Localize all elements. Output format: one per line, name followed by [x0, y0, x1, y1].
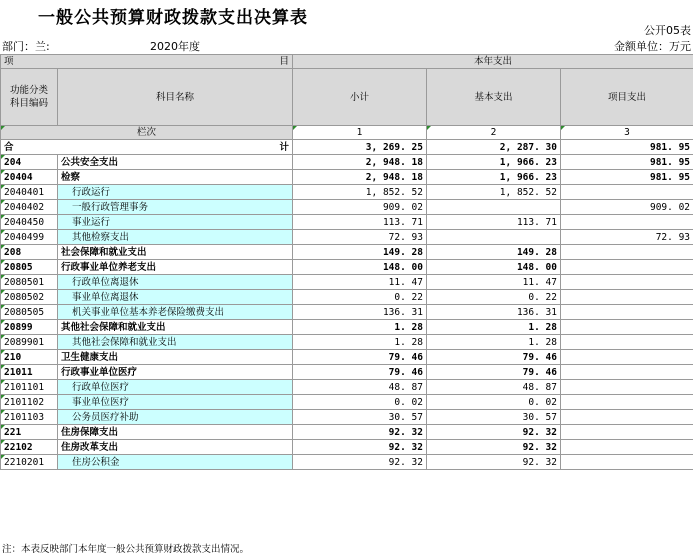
table-row: [1, 230, 693, 245]
project-value: [561, 245, 693, 260]
column-index-1: 1: [293, 126, 427, 140]
subject-name: 住房改革支出: [58, 440, 293, 455]
total-row: [1, 140, 693, 155]
basic-header: 基本支出: [427, 69, 561, 126]
table-row: [1, 185, 693, 200]
project-value: [561, 395, 693, 410]
subject-code: 2080501: [1, 275, 58, 290]
table-row: [1, 170, 693, 185]
table-row: [1, 260, 693, 275]
project-value: [561, 335, 693, 350]
project-value: [561, 350, 693, 365]
subject-name: 行政事业单位养老支出: [58, 260, 293, 275]
project-value: [561, 320, 693, 335]
subject-code: 2040401: [1, 185, 58, 200]
subject-name-header: 科目名称: [58, 69, 293, 126]
subject-name: 检察: [58, 170, 293, 185]
subtotal-value: 0. 02: [293, 395, 427, 410]
basic-value: 1, 852. 52: [427, 185, 561, 200]
total-basic: 2, 287. 30: [427, 140, 561, 155]
project-value: [561, 365, 693, 380]
table-note: 注：本表反映部门本年度一般公共预算财政拨款支出情况。: [2, 544, 250, 555]
subject-name: 公务员医疗补助: [58, 410, 293, 425]
subject-name: 事业单位离退休: [58, 290, 293, 305]
basic-value: 92. 32: [427, 440, 561, 455]
subject-code: 2089901: [1, 335, 58, 350]
fiscal-year: 2020年度: [150, 40, 200, 53]
subject-code: 2040499: [1, 230, 58, 245]
column-index-3: 3: [561, 126, 693, 140]
subject-code: 2101102: [1, 395, 58, 410]
subtotal-header: 小计: [293, 69, 427, 126]
subtotal-value: 148. 00: [293, 260, 427, 275]
subject-code: 20805: [1, 260, 58, 275]
subtotal-value: 2, 948. 18: [293, 155, 427, 170]
table-row: [1, 440, 693, 455]
basic-value: 92. 32: [427, 455, 561, 470]
table-row: [1, 335, 693, 350]
project-value: [561, 260, 693, 275]
form-number: 公开05表: [644, 24, 691, 37]
table-row: [1, 305, 693, 320]
subtotal-value: 1, 852. 52: [293, 185, 427, 200]
subtotal-value: 11. 47: [293, 275, 427, 290]
subject-code: 208: [1, 245, 58, 260]
subtotal-value: 136. 31: [293, 305, 427, 320]
table-row: [1, 200, 693, 215]
subject-code: 20404: [1, 170, 58, 185]
subject-code: 204: [1, 155, 58, 170]
table-row: [1, 155, 693, 170]
table-row: [1, 290, 693, 305]
project-value: [561, 215, 693, 230]
subject-name: 行政运行: [58, 185, 293, 200]
column-index-label: 栏次: [1, 126, 293, 140]
basic-value: 1, 966. 23: [427, 155, 561, 170]
func-code-header: 功能分类 科目编码: [1, 69, 58, 126]
basic-value: 1. 28: [427, 335, 561, 350]
page-title: 一般公共预算财政拨款支出决算表: [38, 8, 308, 28]
project-value: [561, 425, 693, 440]
total-project: 981. 95: [561, 140, 693, 155]
subject-name: 公共安全支出: [58, 155, 293, 170]
table-row: [1, 395, 693, 410]
basic-value: 148. 00: [427, 260, 561, 275]
project-value: 72. 93: [561, 230, 693, 245]
table-row: [1, 215, 693, 230]
subject-name: 机关事业单位基本养老保险缴费支出: [58, 305, 293, 320]
subject-code: 22102: [1, 440, 58, 455]
subject-code: 2210201: [1, 455, 58, 470]
basic-value: [427, 230, 561, 245]
project-value: [561, 305, 693, 320]
subtotal-value: 92. 32: [293, 440, 427, 455]
basic-value: 149. 28: [427, 245, 561, 260]
basic-value: 1. 28: [427, 320, 561, 335]
expenditure-table: [0, 54, 693, 470]
project-value: [561, 440, 693, 455]
subject-name: 住房保障支出: [58, 425, 293, 440]
subject-code: 2040450: [1, 215, 58, 230]
subject-name: 卫生健康支出: [58, 350, 293, 365]
project-value: [561, 380, 693, 395]
subtotal-value: 92. 32: [293, 455, 427, 470]
basic-value: 136. 31: [427, 305, 561, 320]
subject-code: 221: [1, 425, 58, 440]
subject-name: 一般行政管理事务: [58, 200, 293, 215]
subject-name: 行政单位医疗: [58, 380, 293, 395]
project-header: 项目支出: [561, 69, 693, 126]
subject-code: 21011: [1, 365, 58, 380]
basic-value: 48. 87: [427, 380, 561, 395]
subject-name: 行政单位离退休: [58, 275, 293, 290]
basic-value: 113. 71: [427, 215, 561, 230]
subtotal-value: 48. 87: [293, 380, 427, 395]
subtotal-value: 113. 71: [293, 215, 427, 230]
subtotal-value: 92. 32: [293, 425, 427, 440]
department-label: 部门：兰:: [2, 40, 50, 53]
table-row: [1, 365, 693, 380]
table-row: [1, 245, 693, 260]
project-value: 909. 02: [561, 200, 693, 215]
project-value: [561, 455, 693, 470]
subject-code: 2080502: [1, 290, 58, 305]
project-value: 981. 95: [561, 170, 693, 185]
subtotal-value: 1. 28: [293, 320, 427, 335]
table-row: [1, 350, 693, 365]
subtotal-value: 30. 57: [293, 410, 427, 425]
basic-value: 79. 46: [427, 350, 561, 365]
subtotal-value: 2, 948. 18: [293, 170, 427, 185]
table-row: [1, 410, 693, 425]
table-row: [1, 320, 693, 335]
current-year-header: 本年支出: [293, 55, 693, 69]
basic-value: 1, 966. 23: [427, 170, 561, 185]
table-row: [1, 455, 693, 470]
basic-value: 0. 22: [427, 290, 561, 305]
project-value: [561, 410, 693, 425]
subtotal-value: 909. 02: [293, 200, 427, 215]
project-value: [561, 290, 693, 305]
table-row: [1, 275, 693, 290]
basic-value: 30. 57: [427, 410, 561, 425]
subject-code: 210: [1, 350, 58, 365]
subject-name: 社会保障和就业支出: [58, 245, 293, 260]
project-value: 981. 95: [561, 155, 693, 170]
total-label: 合 计: [1, 140, 293, 155]
subject-name: 其他检察支出: [58, 230, 293, 245]
subtotal-value: 149. 28: [293, 245, 427, 260]
subject-code: 20899: [1, 320, 58, 335]
table-row: [1, 425, 693, 440]
subject-code: 2040402: [1, 200, 58, 215]
subject-code: 2101101: [1, 380, 58, 395]
subtotal-value: 79. 46: [293, 365, 427, 380]
amount-unit: 金额单位：万元: [614, 40, 691, 53]
total-subtotal: 3, 269. 25: [293, 140, 427, 155]
basic-value: 79. 46: [427, 365, 561, 380]
project-value: [561, 275, 693, 290]
subject-code: 2101103: [1, 410, 58, 425]
project-value: [561, 185, 693, 200]
subject-name: 事业运行: [58, 215, 293, 230]
basic-value: 0. 02: [427, 395, 561, 410]
column-index-2: 2: [427, 126, 561, 140]
subject-name: 其他社会保障和就业支出: [58, 335, 293, 350]
subject-name: 行政事业单位医疗: [58, 365, 293, 380]
subject-name: 事业单位医疗: [58, 395, 293, 410]
subtotal-value: 1. 28: [293, 335, 427, 350]
table-row: [1, 380, 693, 395]
basic-value: 11. 47: [427, 275, 561, 290]
subtotal-value: 72. 93: [293, 230, 427, 245]
basic-value: 92. 32: [427, 425, 561, 440]
subtotal-value: 79. 46: [293, 350, 427, 365]
subject-code: 2080505: [1, 305, 58, 320]
subject-name: 其他社会保障和就业支出: [58, 320, 293, 335]
subject-name: 住房公积金: [58, 455, 293, 470]
item-header: 项 目: [1, 55, 293, 69]
subtotal-value: 0. 22: [293, 290, 427, 305]
basic-value: [427, 200, 561, 215]
